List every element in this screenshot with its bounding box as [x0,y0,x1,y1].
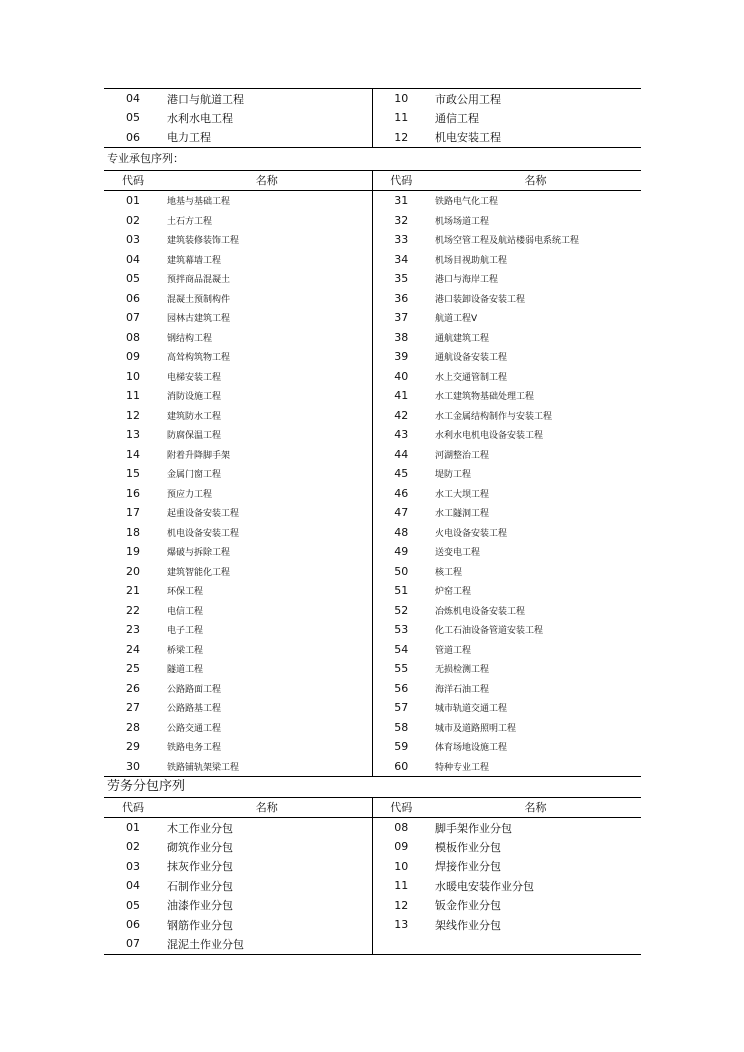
header-name-left: 名称 [162,170,372,190]
table-row [104,857,641,876]
name-left: 钢结构工程 [167,333,213,344]
name-right: 水工建筑物基础处理工程 [435,392,535,403]
name-right: 体育场地设施工程 [435,743,508,754]
code-right: 51 [372,581,430,601]
name-right: 港口装卸设备安装工程 [435,294,526,305]
code-right: 48 [372,522,430,542]
code-left: 20 [126,564,140,578]
code-left: 02 [126,213,140,227]
code-right: 33 [372,230,430,250]
table-row [104,659,641,679]
table-row [104,190,641,210]
table-row [104,600,641,620]
code-right: 47 [372,503,430,523]
code-left: 26 [126,681,140,695]
name-right: 特种专业工程 [435,762,490,773]
code-left: 05 [126,272,140,286]
code-left: 06 [126,130,140,144]
name-right: 水暖电安装作业分包 [435,879,534,893]
table-row [104,108,641,127]
table-row [104,464,641,484]
code-right: 43 [372,425,430,445]
name-right: 水工隧洞工程 [435,509,490,520]
code-right: 42 [372,405,430,425]
name-left: 防腐保温工程 [167,431,222,442]
code-left: 11 [126,389,140,403]
code-left: 23 [126,623,140,637]
name-left: 油漆作业分包 [167,899,233,913]
code-left: 06 [126,291,140,305]
table-row [104,876,641,895]
name-right: 焊接作业分包 [435,860,501,874]
specialty-contract-table [104,170,641,776]
table-row [104,444,641,464]
code-left: 22 [126,603,140,617]
name-left: 石制作业分包 [167,879,233,893]
code-right: 50 [372,561,430,581]
table-row [104,698,641,718]
name-right: 送变电工程 [435,548,481,559]
code-right: 36 [372,288,430,308]
name-right: 铁路电气化工程 [435,197,499,208]
code-right: 11 [372,108,430,127]
name-left: 电梯安装工程 [167,372,222,383]
code-left: 21 [126,584,140,598]
header-code-left: 代码 [104,797,162,817]
header-name-right: 名称 [430,170,641,190]
table-row [104,895,641,914]
table-row [104,327,641,347]
name-right: 机场目视助航工程 [435,255,508,266]
table-row [104,503,641,523]
code-left: 06 [126,918,140,932]
code-left: 04 [126,879,140,893]
code-left: 07 [126,937,140,951]
code-right: 34 [372,249,430,269]
table-row [104,817,641,837]
code-right: 45 [372,464,430,484]
name-right: 水工大坝工程 [435,489,490,500]
table-row [104,620,641,640]
table-row [104,581,641,601]
code-left: 16 [126,486,140,500]
code-left: 12 [126,408,140,422]
name-left: 公路路面工程 [167,684,222,695]
name-left: 隧道工程 [167,665,204,676]
code-right: 38 [372,327,430,347]
table-row [104,308,641,328]
labor-subcontract-table [104,797,641,955]
code-right: 12 [372,128,430,147]
name-right: 架线作业分包 [435,918,501,932]
name-left: 公路交通工程 [167,723,222,734]
name-left: 水利水电工程 [167,111,233,125]
table-row [104,288,641,308]
table-row [104,837,641,856]
name-left: 铁路铺轨架梁工程 [167,762,240,773]
code-left: 30 [126,759,140,773]
code-right: 58 [372,717,430,737]
code-right: 32 [372,210,430,230]
name-right: 海洋石油工程 [435,684,490,695]
labor-subcontract-title: 劳务分包序列 [104,776,641,797]
code-right: 44 [372,444,430,464]
name-left: 环保工程 [167,587,204,598]
code-left: 08 [126,330,140,344]
name-right: 机电安装工程 [435,131,501,145]
name-right: 航道工程V [435,314,478,325]
table-row [104,639,641,659]
code-right: 60 [372,756,430,776]
code-right: 55 [372,659,430,679]
name-left: 消防设施工程 [167,392,222,403]
table-row [104,756,641,776]
code-left: 03 [126,859,140,873]
table-row [104,366,641,386]
code-right: 35 [372,269,430,289]
code-left: 01 [126,194,140,208]
code-right: 54 [372,639,430,659]
table-row [104,230,641,250]
table-row [104,249,641,269]
name-left: 附着升降脚手架 [167,450,231,461]
name-right: 核工程 [435,567,463,578]
name-left: 高耸构筑物工程 [167,353,231,364]
name-left: 机电设备安装工程 [167,528,240,539]
name-left: 砌筑作业分包 [167,840,233,854]
code-right: 12 [372,895,430,914]
name-left: 公路路基工程 [167,704,222,715]
name-left: 混凝土预制构件 [167,294,231,305]
name-right: 钣金作业分包 [435,899,501,913]
name-right [430,934,641,954]
name-right: 管道工程 [435,645,472,656]
name-right: 机场空管工程及航站楼弱电系统工程 [435,236,580,247]
table-row [104,522,641,542]
name-left: 电子工程 [167,626,204,637]
code-right: 08 [372,817,430,837]
name-right: 模板作业分包 [435,840,501,854]
code-right: 40 [372,366,430,386]
code-right: 11 [372,876,430,895]
code-right: 46 [372,483,430,503]
table-row [104,128,641,147]
name-right: 火电设备安装工程 [435,528,508,539]
name-left: 爆破与拆除工程 [167,548,231,559]
table-row [104,425,641,445]
code-left: 24 [126,642,140,656]
code-left: 18 [126,525,140,539]
code-right: 56 [372,678,430,698]
table-row [104,405,641,425]
name-right: 通航设备安装工程 [435,353,508,364]
code-left: 04 [126,252,140,266]
name-right: 无损检测工程 [435,665,490,676]
name-left: 预应力工程 [167,489,213,500]
name-right: 港口与海岸工程 [435,275,499,286]
code-left: 15 [126,467,140,481]
header-code-right: 代码 [372,170,430,190]
name-right: 水利水电机电设备安装工程 [435,431,544,442]
name-right: 炉窑工程 [435,587,472,598]
general-contract-table [104,88,641,147]
code-left: 25 [126,662,140,676]
name-right: 河湖整治工程 [435,450,490,461]
code-right: 59 [372,737,430,757]
table-row [104,678,641,698]
code-right: 39 [372,347,430,367]
name-left: 地基与基础工程 [167,197,231,208]
header-code-left: 代码 [104,170,162,190]
name-right: 水工金属结构制作与安装工程 [435,411,553,422]
code-left: 02 [126,840,140,854]
table-row [104,561,641,581]
name-right: 城市及道路照明工程 [435,723,517,734]
name-left: 桥梁工程 [167,645,204,656]
name-left: 港口与航道工程 [167,92,244,106]
name-right: 化工石油设备管道安装工程 [435,626,544,637]
table-row [104,269,641,289]
code-left: 07 [126,311,140,325]
name-left: 起重设备安装工程 [167,509,240,520]
code-left: 10 [126,369,140,383]
name-left: 建筑智能化工程 [167,567,231,578]
code-left: 09 [126,350,140,364]
code-left: 01 [126,821,140,835]
code-left: 19 [126,545,140,559]
name-right: 城市轨道交通工程 [435,704,508,715]
header-name-left: 名称 [162,797,372,817]
header-name-right: 名称 [430,797,641,817]
name-left: 金属门窗工程 [167,470,222,481]
code-right: 52 [372,600,430,620]
code-left: 17 [126,506,140,520]
name-right: 通信工程 [435,111,479,125]
name-left: 预拌商品混凝土 [167,275,231,286]
table-row [104,542,641,562]
name-left: 建筑防水工程 [167,411,222,422]
code-right [372,934,430,954]
name-left: 电力工程 [167,131,211,145]
name-right: 脚手架作业分包 [435,821,512,835]
name-left: 电信工程 [167,606,204,617]
document-page [104,88,641,955]
code-right: 49 [372,542,430,562]
name-left: 混泥土作业分包 [167,937,244,951]
name-left: 土石方工程 [167,216,213,227]
name-left: 抹灰作业分包 [167,860,233,874]
code-left: 05 [126,898,140,912]
header-code-right: 代码 [372,797,430,817]
code-right: 37 [372,308,430,328]
code-left: 04 [126,92,140,106]
code-left: 29 [126,740,140,754]
table-row [104,717,641,737]
code-right: 53 [372,620,430,640]
table-row [104,915,641,934]
code-right: 41 [372,386,430,406]
name-right: 堤防工程 [435,470,472,481]
code-right: 31 [372,190,430,210]
table-row [104,934,641,954]
table-row [104,737,641,757]
code-left: 03 [126,233,140,247]
code-left: 28 [126,720,140,734]
table-row [104,89,641,109]
name-right: 通航建筑工程 [435,333,490,344]
table-row [104,483,641,503]
code-left: 13 [126,428,140,442]
table-row [104,210,641,230]
code-left: 14 [126,447,140,461]
table-row [104,386,641,406]
name-right: 市政公用工程 [435,92,501,106]
name-left: 钢筋作业分包 [167,918,233,932]
code-left: 05 [126,111,140,125]
code-right: 10 [372,857,430,876]
name-left: 铁路电务工程 [167,743,222,754]
specialty-contract-title: 专业承包序列： [104,147,641,170]
name-left: 建筑装修装饰工程 [167,236,240,247]
name-left: 园林古建筑工程 [167,314,231,325]
code-right: 09 [372,837,430,856]
code-left: 27 [126,701,140,715]
name-left: 建筑幕墙工程 [167,255,222,266]
code-right: 10 [372,89,430,109]
name-left: 木工作业分包 [167,821,233,835]
name-right: 冶炼机电设备安装工程 [435,606,526,617]
code-right: 13 [372,915,430,934]
name-right: 水上交通管制工程 [435,372,508,383]
code-right: 57 [372,698,430,718]
table-row [104,347,641,367]
name-right: 机场场道工程 [435,216,490,227]
